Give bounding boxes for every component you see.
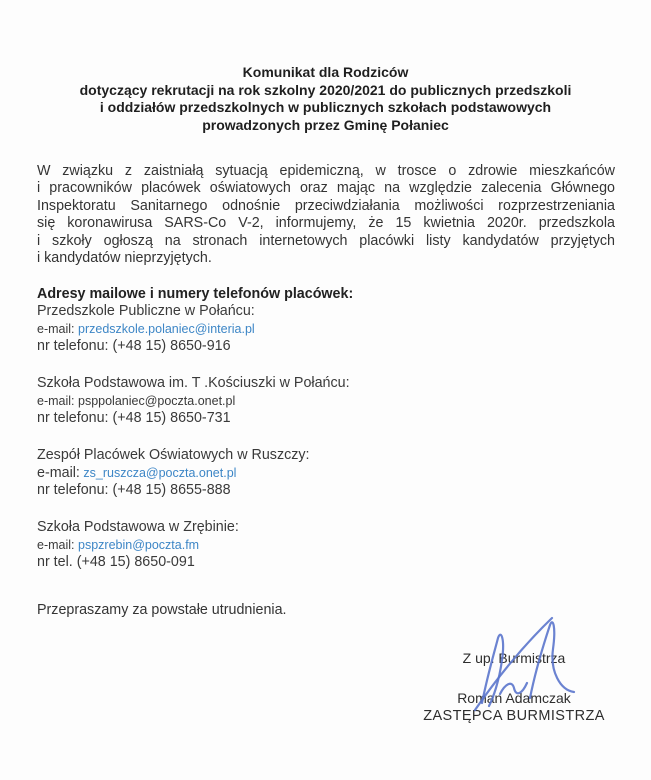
signature-block	[406, 650, 622, 725]
phone-number: nr telefonu: (+48 15) 8655-888	[37, 481, 231, 498]
intro-line: i pracowników placówek oświatowych oraz mając na względzie zalecenia Głównego	[37, 180, 615, 197]
signature-on-behalf: Z up. Burmistrza	[462, 650, 566, 666]
email-line	[37, 321, 615, 338]
email-label: e-mail:	[37, 393, 75, 408]
document-title-line: dotyczący rekrutacji na rok szkolny 2020/2021 do publicznych przedszkoli	[79, 81, 572, 98]
contacts-heading: Adresy mailowe i numery telefonów placówek:	[37, 286, 354, 303]
document-title	[0, 64, 651, 134]
intro-line: i szkoły ogłoszą na stronach internetowych placówki listy kandydatów przyjętych	[37, 232, 615, 249]
contact-block-przedszkole-polaniec	[37, 303, 615, 355]
intro-paragraph	[37, 163, 615, 267]
email-line	[37, 465, 615, 482]
intro-line: się koronawirusa SARS-Co V-2, informujemy, że 15 kwietnia 2020r. przedszkola	[37, 215, 615, 232]
email-address-link[interactable]: pspzrebin@poczta.fm	[78, 537, 200, 552]
phone-number: nr telefonu: (+48 15) 8650-916	[37, 337, 231, 354]
document-title-line: i oddziałów przedszkolnych w publicznych szkołach podstawowych	[99, 99, 552, 115]
email-label: e-mail:	[37, 321, 75, 336]
phone-number: nr tel. (+48 15) 8650-091	[37, 553, 195, 570]
email-line	[37, 393, 615, 410]
signature-role: ZASTĘPCA BURMISTRZA	[423, 708, 605, 724]
email-line	[37, 537, 615, 554]
email-address-link[interactable]: przedszkole.polaniec@interia.pl	[78, 321, 255, 336]
contact-block-sp-zrebin	[37, 519, 615, 571]
contact-name: Zespół Placówek Oświatowych w Ruszczy:	[37, 447, 310, 464]
contact-name: Szkoła Podstawowa w Zrębinie:	[37, 519, 239, 536]
document-title-line: prowadzonych przez Gminę Połaniec	[202, 116, 449, 133]
signature-name: Roman Adamczak	[457, 690, 571, 706]
email-address: psppolaniec@poczta.onet.pl	[78, 393, 236, 408]
phone-number: nr telefonu: (+48 15) 8650-731	[37, 409, 231, 426]
email-address-link[interactable]: zs_ruszcza@poczta.onet.pl	[83, 465, 237, 480]
intro-line: Inspektoratu Sanitarnego odnośnie przeciwdziałania możliwości rozprzestrzeniania	[37, 197, 615, 214]
document-title-line: Komunikat dla Rodziców	[242, 64, 409, 80]
apology-text: Przepraszamy za powstałe utrudnienia.	[37, 602, 287, 619]
email-label: e-mail:	[37, 537, 75, 552]
intro-line: i kandydatów nieprzyjętych.	[37, 250, 212, 267]
contact-name: Przedszkole Publiczne w Połańcu:	[37, 303, 255, 320]
intro-line: W związku z zaistniałą sytuacją epidemiczną, w trosce o zdrowie mieszkańców	[37, 163, 615, 179]
email-label: e-mail:	[37, 464, 80, 481]
contact-block-zpo-ruszcza	[37, 447, 615, 499]
contact-block-sp-kosciuszki	[37, 375, 615, 427]
contact-name: Szkoła Podstawowa im. T .Kościuszki w Połańcu:	[37, 375, 350, 392]
